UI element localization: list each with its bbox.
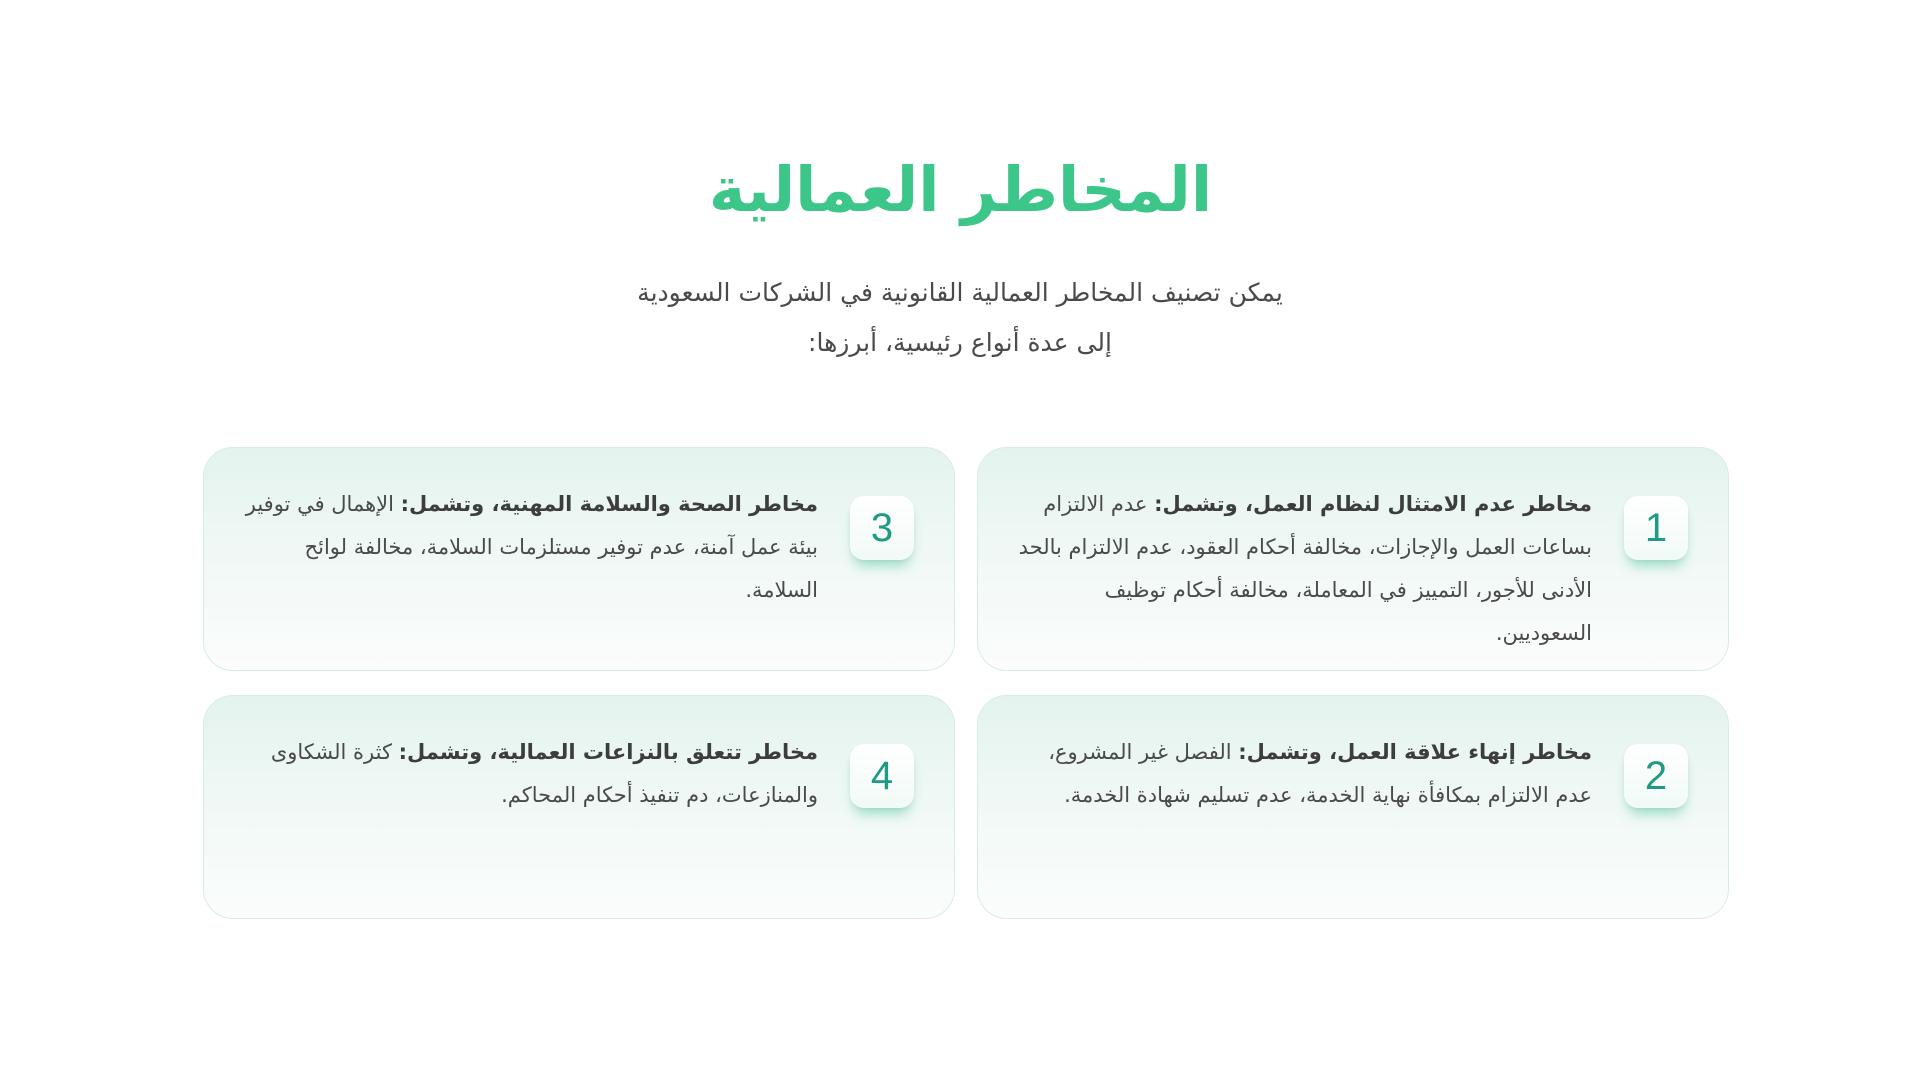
card-description	[1012, 731, 1592, 817]
card-description	[238, 731, 818, 817]
subtitle-line-2: إلى عدة أنواع رئيسية، أبرزها:	[808, 328, 1112, 357]
risk-cards-grid	[203, 447, 1729, 919]
subtitle-line-1: يمكن تصنيف المخاطر العمالية القانونية في الشركات السعودية	[637, 278, 1283, 307]
risk-card-4	[203, 695, 955, 919]
page-subtitle	[560, 268, 1360, 368]
card-heading: مخاطر عدم الامتثال لنظام العمل، وتشمل:	[1154, 492, 1592, 516]
card-heading: مخاطر تتعلق بالنزاعات العمالية، وتشمل:	[398, 740, 818, 764]
risk-card-1	[977, 447, 1729, 671]
card-heading: مخاطر الصحة والسلامة المهنية، وتشمل:	[400, 492, 818, 516]
card-number-badge: 4	[850, 744, 914, 808]
risk-card-3	[203, 447, 955, 671]
card-number-badge: 3	[850, 496, 914, 560]
card-body: عدم الالتزام بساعات العمل والإجازات، مخالفة أحكام العقود، عدم الالتزام بالحد الأدنى للأجور، التمييز في المعاملة، مخالفة أحكام توظيف السعوديين.	[1018, 492, 1592, 645]
card-body: كثرة الشكاوى والمنازعات، دم تنفيذ أحكام المحاكم.	[270, 740, 818, 807]
card-body: الإهمال في توفير بيئة عمل آمنة، عدم توفير مستلزمات السلامة، مخالفة لوائح السلامة.	[245, 492, 818, 602]
risk-card-2	[977, 695, 1729, 919]
card-description	[238, 483, 818, 612]
card-number-badge: 2	[1624, 744, 1688, 808]
card-body: الفصل غير المشروع، عدم الالتزام بمكافأة نهاية الخدمة، عدم تسليم شهادة الخدمة.	[1048, 740, 1592, 807]
page-title: المخاطر العمالية	[708, 153, 1213, 226]
card-description	[1012, 483, 1592, 655]
card-heading: مخاطر إنهاء علاقة العمل، وتشمل:	[1238, 740, 1592, 764]
card-number-badge: 1	[1624, 496, 1688, 560]
